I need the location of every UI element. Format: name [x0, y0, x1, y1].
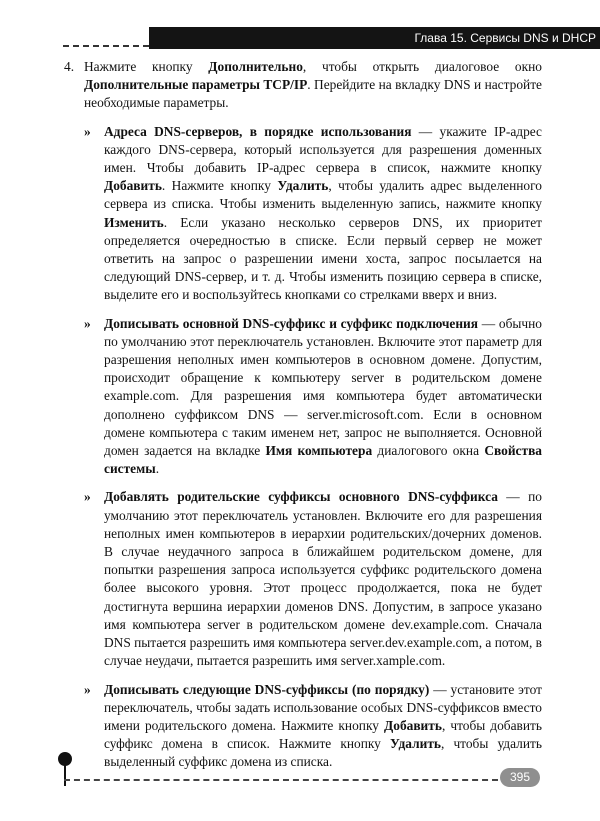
bullet-text: . Нажмите кнопку [161, 178, 278, 194]
footer-stem-ornament [64, 764, 66, 786]
page-number-badge: 395 [500, 768, 540, 787]
bullet-bold: Имя компьютера [265, 443, 373, 459]
bullet-bold: Добавить [104, 178, 162, 194]
bullet-bold: Удалить [389, 736, 441, 752]
step-text: , чтобы открыть диалоговое окно [302, 59, 542, 74]
bullet-marker: » [84, 123, 91, 139]
bullet-dns-server-addresses [60, 123, 542, 305]
bullet-text: — обычно по умолчанию этот переключатель установлен. Включите этот параметр для разрешения неполных имен компьютеров в основном домене. Допустим, происходит обращение к компьютеру server в родительском домене example.com. Для разрешения имя компьютера будет автоматически дополнено суффиксом DNS — server.microsoft.com. Если в основном домене компьютера с таким именем нет, запрос не выполняется. Основной домен задается на вкладке [104, 315, 542, 459]
footer-rule [64, 779, 498, 781]
bullet-list [60, 123, 542, 772]
bullet-heading: Адреса DNS-серверов, в порядке использования [104, 123, 412, 139]
bullet-text: диалогового окна [372, 443, 485, 459]
bullet-heading: Дописывать основной DNS-суффикс и суффикс подключения [104, 315, 479, 331]
bullet-append-primary-suffix [60, 315, 542, 479]
bullet-marker: » [84, 681, 91, 697]
bullet-text: . Если указано несколько серверов DNS, их приоритет определяется очередностью в списке. Если первый сервер не может ответить на запрос о разрешении имени хоста, запрос посылается на следующий DNS-сервер, и т. д. Чтобы изменить позицию сервера в списке, выделите его и воспользуйтесь кнопками со стрелками вверх и вниз. [104, 214, 542, 303]
bullet-heading: Добавлять родительские суффиксы основного DNS-суффикса [104, 489, 498, 505]
bullet-heading: Дописывать следующие DNS-суффиксы (по порядку) [104, 681, 430, 697]
bullet-append-parent-suffixes [60, 488, 542, 670]
bullet-text: — установите этот переключатель, чтобы задать использование особых DNS-суффиксов вместо имени родительского домена. Нажмите кнопку [104, 681, 542, 733]
step-text: Нажмите кнопку [84, 59, 209, 74]
bullet-append-these-suffixes [60, 681, 542, 772]
step-bold: Дополнительные параметры TCP/IP [84, 77, 308, 93]
bullet-bold: Добавить [384, 717, 442, 733]
page-body [60, 58, 542, 782]
bullet-text: , чтобы добавить суффикс домена в список. Нажмите кнопку [104, 717, 543, 752]
bullet-text: . [155, 461, 160, 477]
step-bold: Дополнительно [208, 59, 303, 74]
bullet-text: , чтобы удалить адрес выделенного сервера из списка. Чтобы изменить выделенную запись, нажмите кнопку [104, 178, 542, 212]
bullet-bold: Изменить [104, 214, 164, 230]
step-number: 4. [64, 59, 75, 74]
bullet-bold: Удалить [277, 178, 329, 194]
bullet-marker: » [84, 489, 91, 505]
bullet-marker: » [84, 315, 91, 331]
bullet-text: — по умолчанию этот переключатель установлен. Включите его для разрешения неполных имен компьютеров в иерархии родительских/дочерних доменов. В случае неудачного запроса в ближайшем родительском домене, для попытки разрешения запроса используется суффикс родительского домена более высокого уровня. Этот процесс продолжается, пока не будет достигнута вершина иерархии доменов DNS. Допустим, в запросе указано имя компьютера server в родительском домене dev.example.com. Сначала DNS пытается разрешить имя компьютера server.dev.example.com, а потом, в случае неудачи, пытается разрешить имя server.xample.com. [104, 489, 542, 669]
step-text: . Перейдите на вкладку DNS и настройте необходимые параметры. [84, 77, 542, 111]
bullet-text: , чтобы удалить выделенный суффикс домена из списка. [104, 736, 542, 770]
chapter-header: Глава 15. Сервисы DNS и DHCP [149, 27, 600, 49]
bullet-bold: Свойства системы [104, 443, 542, 477]
step-4 [60, 58, 542, 113]
bullet-text: — укажите IP-адрес каждого DNS-сервера, который используется для разрешения доменных имен. Чтобы добавить IP-адрес сервера в список, нажмите кнопку [104, 123, 542, 176]
header-rule [63, 45, 149, 47]
